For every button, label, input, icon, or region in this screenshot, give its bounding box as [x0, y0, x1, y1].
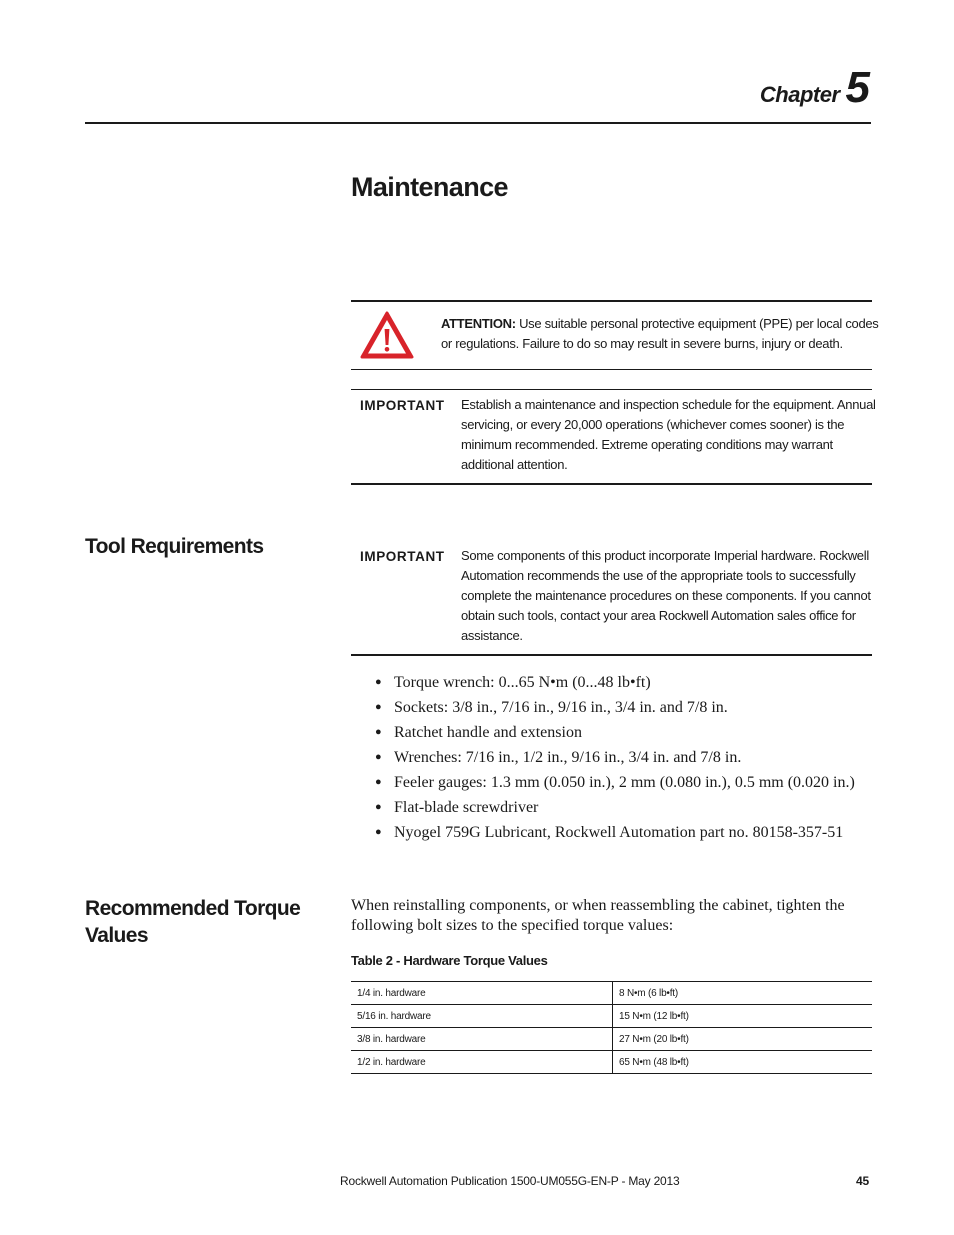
attention-line-2: or regulations. Failure to do so may result in severe burns, injury or death. [441, 336, 843, 351]
table-cell-size: 5/16 in. hardware [351, 1005, 613, 1028]
important1-line: servicing, or every 20,000 operations (whichever comes sooner) is the [461, 417, 845, 432]
chapter-label: Chapter [759, 82, 840, 107]
list-item: ● Wrenches: 7/16 in., 1/2 in., 9/16 in., 3/4 in. and 7/8 in. [373, 745, 855, 770]
important1-line: minimum recommended. Extreme operating conditions may warrant [461, 437, 833, 452]
table-cell-size: 1/2 in. hardware [351, 1051, 613, 1074]
important2-line: Some components of this product incorporate Imperial hardware. Rockwell [461, 548, 869, 563]
table-cell-value: 27 N•m (20 lb•ft) [613, 1028, 873, 1051]
table-caption: Table 2 - Hardware Torque Values [351, 953, 548, 968]
list-item: ● Feeler gauges: 1.3 mm (0.050 in.), 2 mm (0.080 in.), 0.5 mm (0.020 in.) [373, 770, 855, 795]
bullet-icon: ● [375, 776, 382, 788]
list-item: ● Nyogel 759G Lubricant, Rockwell Automation part no. 80158-357-51 [373, 820, 855, 845]
header-rule [85, 122, 871, 124]
tool-list [373, 670, 855, 845]
torque-heading-line-1: Recommended Torque [85, 897, 301, 920]
torque-heading [85, 895, 300, 949]
bullet-icon: ● [375, 676, 382, 688]
torque-intro [351, 896, 871, 936]
table-cell-size: 1/4 in. hardware [351, 982, 613, 1005]
important2-line: complete the maintenance procedures on these components. If you cannot [461, 588, 871, 603]
important1-line: additional attention. [461, 457, 568, 472]
chapter-header [759, 63, 870, 112]
important2-bottom-rule [351, 654, 872, 656]
page-title: Maintenance [351, 172, 508, 202]
table-cell-size: 3/8 in. hardware [351, 1028, 613, 1051]
important2-line: Automation recommends the use of the appropriate tools to successfully [461, 568, 856, 583]
bullet-icon: ● [375, 726, 382, 738]
important1-bottom-rule [351, 483, 872, 485]
table-cell-value: 65 N•m (48 lb•ft) [613, 1051, 873, 1074]
table-cell-value: 15 N•m (12 lb•ft) [613, 1005, 873, 1028]
attention-top-rule [351, 300, 872, 302]
torque-table [351, 981, 872, 1074]
attention-line-1: Use suitable personal protective equipment (PPE) per local codes [519, 316, 879, 331]
attention-label: ATTENTION: [441, 316, 516, 331]
list-item: ● Torque wrench: 0...65 N•m (0...48 lb•ft) [373, 670, 855, 695]
attention-text [441, 314, 879, 354]
list-item: ● Ratchet handle and extension [373, 720, 855, 745]
table-row [351, 1005, 872, 1028]
important2-text [461, 546, 871, 646]
bullet-icon: ● [375, 801, 382, 813]
footer-publication: Rockwell Automation Publication 1500-UM055G-EN-P - May 2013 [340, 1174, 680, 1188]
attention-bottom-rule [351, 369, 872, 370]
table-row [351, 1028, 872, 1051]
bullet-icon: ● [375, 701, 382, 713]
list-item: ● Flat-blade screwdriver [373, 795, 855, 820]
important1-text [461, 395, 876, 475]
important2-label: IMPORTANT [360, 549, 445, 564]
important1-top-rule [351, 389, 872, 390]
bullet-icon: ● [375, 826, 382, 838]
table-row [351, 982, 872, 1005]
important2-line: assistance. [461, 628, 523, 643]
list-item: ● Sockets: 3/8 in., 7/16 in., 9/16 in., 3/4 in. and 7/8 in. [373, 695, 855, 720]
important1-line: Establish a maintenance and inspection schedule for the equipment. Annual [461, 397, 876, 412]
bullet-icon: ● [375, 751, 382, 763]
page-number: 45 [856, 1174, 869, 1188]
important2-line: obtain such tools, contact your area Rockwell Automation sales office for [461, 608, 856, 623]
table-cell-value: 8 N•m (6 lb•ft) [613, 982, 873, 1005]
torque-intro-line-2: following bolt sizes to the specified torque values: [351, 917, 674, 934]
torque-intro-line-1: When reinstalling components, or when reassembling the cabinet, tighten the [351, 897, 845, 914]
important1-label: IMPORTANT [360, 398, 445, 413]
chapter-number: 5 [845, 63, 870, 112]
warning-triangle-icon [360, 310, 414, 360]
tool-requirements-heading: Tool Requirements [85, 535, 264, 558]
table-row [351, 1051, 872, 1074]
torque-heading-line-2: Values [85, 924, 148, 947]
